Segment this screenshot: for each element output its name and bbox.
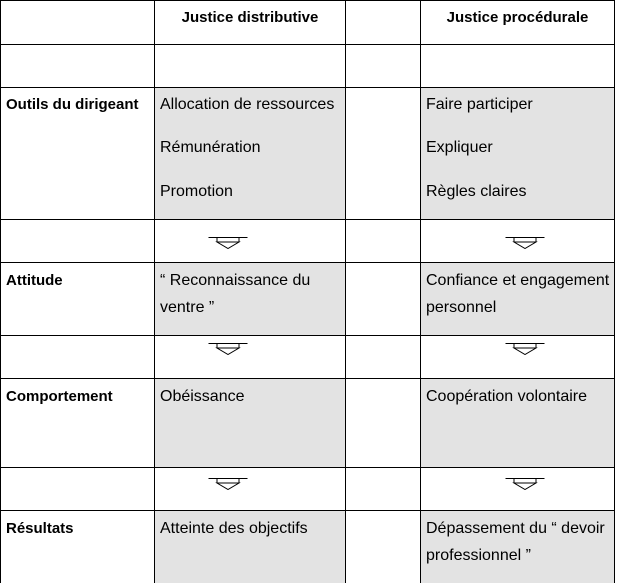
grid-line (0, 219, 615, 220)
down-arrow-icon (208, 478, 248, 490)
grid-line (0, 44, 615, 45)
row-label-attitude: Attitude (6, 272, 63, 289)
outils-distributive-item: Rémunération (160, 139, 261, 156)
row-label-resultats: Résultats (6, 520, 74, 537)
grid-line (0, 510, 615, 511)
grid-line (0, 378, 615, 379)
resultats-procedural-line: professionnel ” (426, 547, 531, 564)
resultats-distributive-item: Atteinte des objectifs (160, 520, 308, 537)
down-arrow-icon (505, 343, 545, 355)
outils-procedural-item: Expliquer (426, 139, 493, 156)
row-label-comportement: Comportement (6, 388, 113, 405)
down-arrow-icon (208, 237, 248, 249)
down-arrow-icon (208, 343, 248, 355)
comportement-distributive-item: Obéissance (160, 388, 245, 405)
header-justice-distributive: Justice distributive (181, 9, 319, 26)
grid-line (0, 262, 615, 263)
attitude-procedural-line: personnel (426, 299, 497, 316)
down-arrow-icon (505, 237, 545, 249)
resultats-procedural-line: Dépassement du “ devoir (426, 520, 605, 537)
attitude-distributive-line: “ Reconnaissance du (160, 272, 311, 289)
row-label-outils: Outils du dirigeant (6, 96, 139, 113)
down-arrow-icon (505, 478, 545, 490)
grid-line (0, 0, 615, 1)
attitude-procedural-line: Confiance et engagement (426, 272, 610, 289)
outils-procedural-item: Faire participer (426, 96, 533, 113)
grid-line (0, 467, 615, 468)
outils-distributive-item: Allocation de ressources (160, 96, 335, 113)
comportement-procedural-item: Coopération volontaire (426, 388, 587, 405)
outils-procedural-item: Règles claires (426, 183, 527, 200)
grid-line (0, 87, 615, 88)
grid-line (0, 335, 615, 336)
outils-distributive-item: Promotion (160, 183, 233, 200)
attitude-distributive-line: ventre ” (160, 299, 215, 316)
header-justice-procedurale: Justice procédurale (446, 9, 589, 26)
